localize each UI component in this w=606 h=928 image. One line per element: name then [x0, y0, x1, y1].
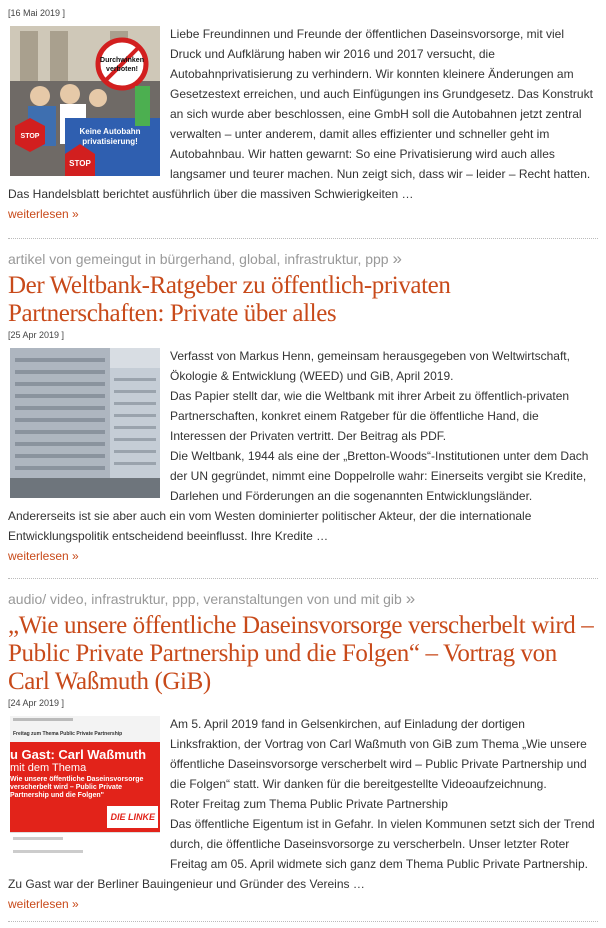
- category-link[interactable]: global: [239, 251, 277, 267]
- thumb-logo: DIE LINKE: [107, 806, 158, 828]
- post-2: [8, 250, 598, 563]
- category-link[interactable]: audio/ video: [8, 591, 84, 607]
- post-3: [8, 590, 598, 911]
- post-paragraph: Roter Freitag zum Thema Public Private Partnership: [170, 797, 448, 811]
- protest-photo: [10, 26, 160, 176]
- category-link[interactable]: ppp: [172, 591, 196, 607]
- post-title[interactable]: Der Weltbank-Ratgeber zu öffentlich-privaten Partnerschaften: Private über alles: [8, 272, 451, 327]
- thumb-subtitle: Wie unsere öffentliche Daseinsvorsorge verscherbelt wird – Public Private Partnership und die Folgen": [10, 776, 144, 799]
- thumb-red-panel: [10, 742, 160, 832]
- post-date: [25 Apr 2019 ]: [8, 330, 65, 340]
- post-paragraph: Das Papier stellt dar, wie die Weltbank mit ihrer Arbeit zu öffentlich-privaten Partnerschaften, konkret einem Ratgeber für die öffentliche Hand, die Interessen der Privaten vertritt. Der Beitrag als PDF.: [170, 389, 570, 443]
- svg-text:STOP: STOP: [69, 159, 91, 168]
- post-paragraph: Verfasst von Markus Henn, gemeinsam herausgegeben von Weltwirtschaft, Ökologie & Entwicklung (WEED) und GiB, April 2019.: [170, 349, 570, 383]
- thumb-footer: [10, 832, 160, 866]
- post-categories: audio/ video, infrastruktur, ppp, veranstaltungen von und mit gib »: [8, 589, 416, 608]
- post-thumbnail-video[interactable]: [10, 716, 160, 866]
- post-paragraph: Das öffentliche Eigentum ist in Gefahr. In vielen Kommunen setzt sich der Trend durch, die öffentliche Daseinsvorsorge zu verscherbeln. Unser letzter Roter Freitag am 05. April widmete sich ganz dem Thema Public Private Partnership. Zu Gast war der Berliner Bauingenieur und Gründer des Vereins …: [8, 817, 595, 891]
- post-title[interactable]: „Wie unsere öffentliche Daseinsvorsorge verscherbelt wird – Public Private Partnership und die Folgen“ – Vortrag von Carl Waßmuth (GiB): [8, 612, 594, 695]
- post-date: [16 Mai 2019 ]: [8, 8, 66, 18]
- post-date: [24 Apr 2019 ]: [8, 698, 65, 708]
- category-link[interactable]: infrastruktur: [284, 251, 358, 267]
- post-thumbnail-worldbank[interactable]: [10, 348, 160, 498]
- post-divider: [8, 921, 598, 922]
- thumb-theme: mit dem Thema: [10, 762, 87, 774]
- post-text: Liebe Freundinnen und Freunde der öffentlichen Daseinsvorsorge, mit viel Druck und Aufklärung haben wir 2016 und 2017 versucht, die Autobahnprivatisierung zu verhindern. Wir konnten kleinere Änderungen am Gesetzestext erreichen, und auch Einfügungen ins Grundgesetz. Das Konstrukt an sich wurde aber beschlossen, eine GmbH soll die Autobahnen jetzt zentral verwalten – unter anderem, damit alles effizienter und schneller geht im Autobahnbau. Wir hatten gewarnt: So eine Privatisierung wird auch alles langsamer und teurer machen. Nun zeigt sich, dass wir – leider – Recht hatten. Das Handelsblatt berichtet ausführlich über die massiven Schwierigkeiten …: [8, 27, 593, 201]
- svg-text:STOP: STOP: [20, 133, 40, 140]
- svg-text:verboten!: verboten!: [106, 66, 138, 73]
- thumb-guest: u Gast: Carl Waßmuth: [10, 747, 147, 762]
- post-excerpt: [8, 714, 598, 894]
- svg-text:privatisierung!: privatisierung!: [82, 137, 138, 146]
- chevron-right-icon: »: [405, 589, 416, 608]
- post-divider: [8, 578, 598, 579]
- svg-text:Keine Autobahn: Keine Autobahn: [79, 127, 141, 136]
- post-excerpt: [8, 24, 598, 204]
- read-more-link[interactable]: weiterlesen »: [8, 897, 79, 911]
- category-link[interactable]: infrastruktur: [91, 591, 165, 607]
- post-divider: [8, 238, 598, 239]
- post-1: [8, 8, 598, 221]
- thumb-header: Freitag zum Thema Public Private Partnership: [10, 716, 160, 742]
- read-more-link[interactable]: weiterlesen »: [8, 207, 79, 221]
- svg-text:Durchwinken: Durchwinken: [100, 57, 144, 64]
- post-1-title-cut: [180, 0, 480, 4]
- post-excerpt: [8, 346, 598, 546]
- post-paragraph: Am 5. April 2019 fand in Gelsenkirchen, auf Einladung der dortigen Linksfraktion, der Vortrag von Carl Waßmuth von GiB zum Thema „Wie unsere öffentliche Daseinsvorsorge verscherbelt wird – Public Private Partnership und die Folgen“ statt. Wir danken für die bereitgestellte Videoaufzeichnung.: [170, 717, 587, 791]
- category-link[interactable]: ppp: [365, 251, 389, 267]
- read-more-link[interactable]: weiterlesen »: [8, 549, 79, 563]
- building-photo: [10, 348, 160, 498]
- chevron-right-icon: »: [392, 249, 402, 268]
- post-categories: artikel von gemeingut in bürgerhand, global, infrastruktur, ppp »: [8, 249, 402, 268]
- category-link[interactable]: artikel von gemeingut in bürgerhand: [8, 251, 232, 267]
- post-paragraph: Die Weltbank, 1944 als eine der „Bretton-Woods“-Institutionen unter dem Dach der UN gegründet, nimmt eine Doppelrolle wahr: Einerseits vergibt sie Kredite, Darlehen und Förderungen an die sogenannten Entwicklungsländer. Andererseits ist sie aber auch ein vom Westen dominierter politischer Akteur, der die internationale Entwicklungspolitik entscheidend beeinflusst. Ihre Kredite …: [8, 449, 589, 543]
- post-thumbnail-protest[interactable]: [10, 26, 160, 176]
- category-link[interactable]: veranstaltungen von und mit gib: [203, 591, 402, 607]
